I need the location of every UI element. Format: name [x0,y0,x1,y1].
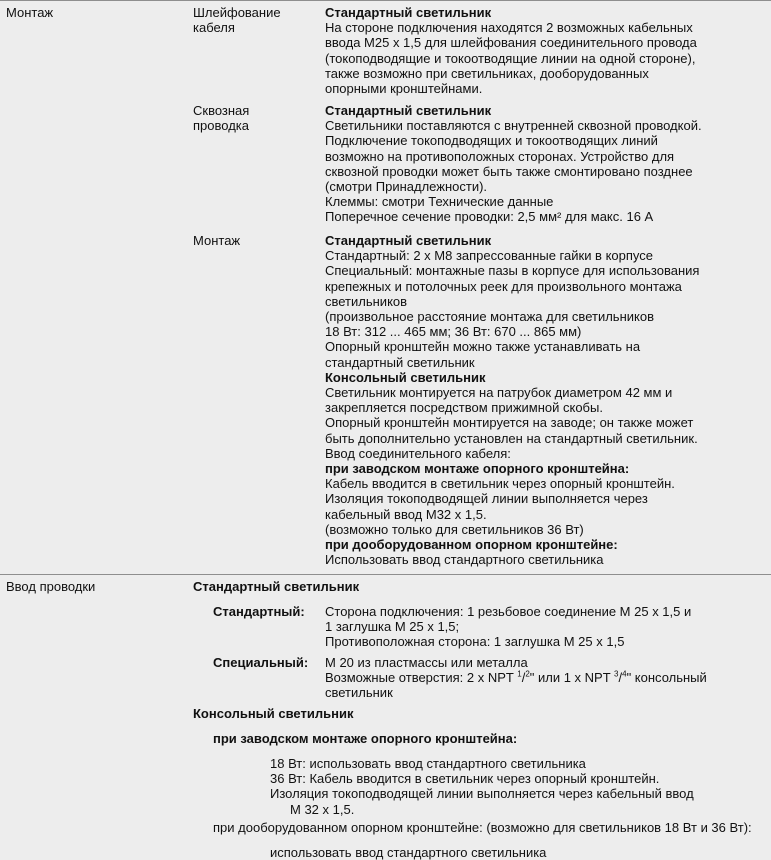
text-fragment: " консольный [626,670,707,686]
subsection-title: при дооборудованном опорном кронштейне: [325,537,618,553]
text-line: Кабель вводится в светильник через опорный кронштейн. [325,476,675,492]
factory-lines [270,756,694,817]
text-line: Поперечное сечение проводки: 2,5 мм² для макс. 16 А [325,209,654,225]
retrofit-line: при дооборудованном опорном кронштейне: (возможно для светильников 18 Вт и 36 Вт): [213,820,752,835]
subsection-label [193,103,318,133]
standard-label: Стандартный: [213,604,305,619]
text-line: крепежных и потолочных реек для произвольного монтажа [325,278,682,294]
text-line: Опорный кронштейн монтируется на заводе; он также может [325,415,694,431]
table-row-wiring [0,574,771,860]
text-line: также возможно при светильниках, дооборудованных [325,65,649,81]
label-line: Монтаж [193,233,241,248]
label-line: проводка [193,118,249,134]
fraction-slash: / [618,670,623,686]
text-line: Подключение токоподводящих и токоотводящих линий [325,133,658,149]
label-line: Сквозная [193,103,250,118]
text-line: Противоположная сторона: 1 заглушка M 25 x 1,5 [325,634,625,650]
subsection-label [193,5,318,35]
console-title: Консольный светильник [193,706,354,721]
subsection-title: Консольный светильник [325,369,486,385]
special-lines [325,655,707,701]
text-line: 18 Вт: 312 ... 465 мм; 36 Вт: 670 ... 865 мм) [325,324,582,340]
row-label-montage: Монтаж [6,5,54,20]
subsection-body [325,233,725,567]
text-line: кабельный ввод M32 x 1,5. [325,506,487,522]
text-line: возможно на противоположных сторонах. Устройство для [325,148,675,164]
fraction-denominator: 4 [622,669,627,679]
text-line: Светильник монтируется на патрубок диаметром 42 мм и [325,385,673,401]
text-fragment: Возможные отверстия: 2 x NPT [325,670,518,686]
special-label: Специальный: [213,655,309,670]
text-line: Клеммы: смотри Технические данные [325,194,554,210]
subsection-title: при заводском монтаже опорного кронштейна: [325,461,630,477]
text-line: светильник [325,685,393,701]
text-line: Опорный кронштейн можно также устанавливать на [325,339,641,355]
retrofit-use: использовать ввод стандартного светильника [270,845,547,860]
text-line: M 20 из пластмассы или металла [325,655,528,670]
subsection-title: Стандартный светильник [325,103,492,118]
text-line: 18 Вт: использовать ввод стандартного светильника [270,756,586,771]
text-line: Ввод соединительного кабеля: [325,445,511,461]
row-label-wiring: Ввод проводки [6,579,96,594]
text-line: (возможно только для светильников 36 Вт) [325,521,584,537]
text-line: быть дополнительно установлен на стандартный светильник. [325,430,698,446]
fraction-denominator: 2 [525,669,530,679]
text-line: стандартный светильник [325,354,475,370]
subsection-body [325,5,725,96]
text-line: M 32 x 1,5. [290,801,355,817]
label-line: кабеля [193,20,235,36]
text-line: На стороне подключения находятся 2 возможных кабельных [325,20,693,36]
text-line: ввода М25 x 1,5 для шлейфования соединительного провода [325,35,697,51]
label-line: Шлейфование [193,5,281,20]
text-line: Использовать ввод стандартного светильника [325,552,604,568]
text-line: сквозной проводки может быть также смонтировано позднее [325,163,693,179]
subsection-label [193,233,318,248]
text-line: 36 Вт: Кабель вводится в светильник через опорный кронштейн. [270,771,660,787]
standard-lines [325,604,691,650]
text-line: Стандартный: 2 x M8 запрессованные гайки в корпусе [325,248,653,264]
text-line: Изоляция токоподводящей линии выполняется через кабельный ввод [270,786,694,802]
text-line: (смотри Принадлежности). [325,179,488,195]
text-line: Специальный: монтажные пазы в корпусе для использования [325,263,700,279]
fraction-slash: / [521,670,526,686]
text-fragment: " или 1 x NPT [529,670,615,686]
text-line: Изоляция токоподводящей линии выполняется через [325,491,648,507]
text-line: опорными кронштейнами. [325,81,483,97]
subsection-body [325,103,725,225]
text-line: (произвольное расстояние монтажа для светильников [325,309,654,325]
text-line: закрепляется посредством прижимной скобы. [325,400,603,416]
text-line-npt [325,670,707,685]
fraction-numerator: 1 [517,669,522,679]
text-line: Светильники поставляются с внутренней сквозной проводкой. [325,118,702,134]
text-line: Сторона подключения: 1 резьбовое соединение M 25 x 1,5 и [325,604,692,619]
subsection-title: Стандартный светильник [325,233,492,248]
subsection-title: Стандартный светильник [325,5,492,20]
text-line: (токоподводящие и токоотводящие линии на одной стороне), [325,50,696,66]
fraction-numerator: 3 [614,669,619,679]
text-line: 1 заглушка M 25 x 1,5; [325,619,460,635]
factory-title: при заводском монтаже опорного кронштейна: [213,731,518,746]
standard-title: Стандартный светильник [193,579,360,594]
text-line: светильников [325,293,408,309]
